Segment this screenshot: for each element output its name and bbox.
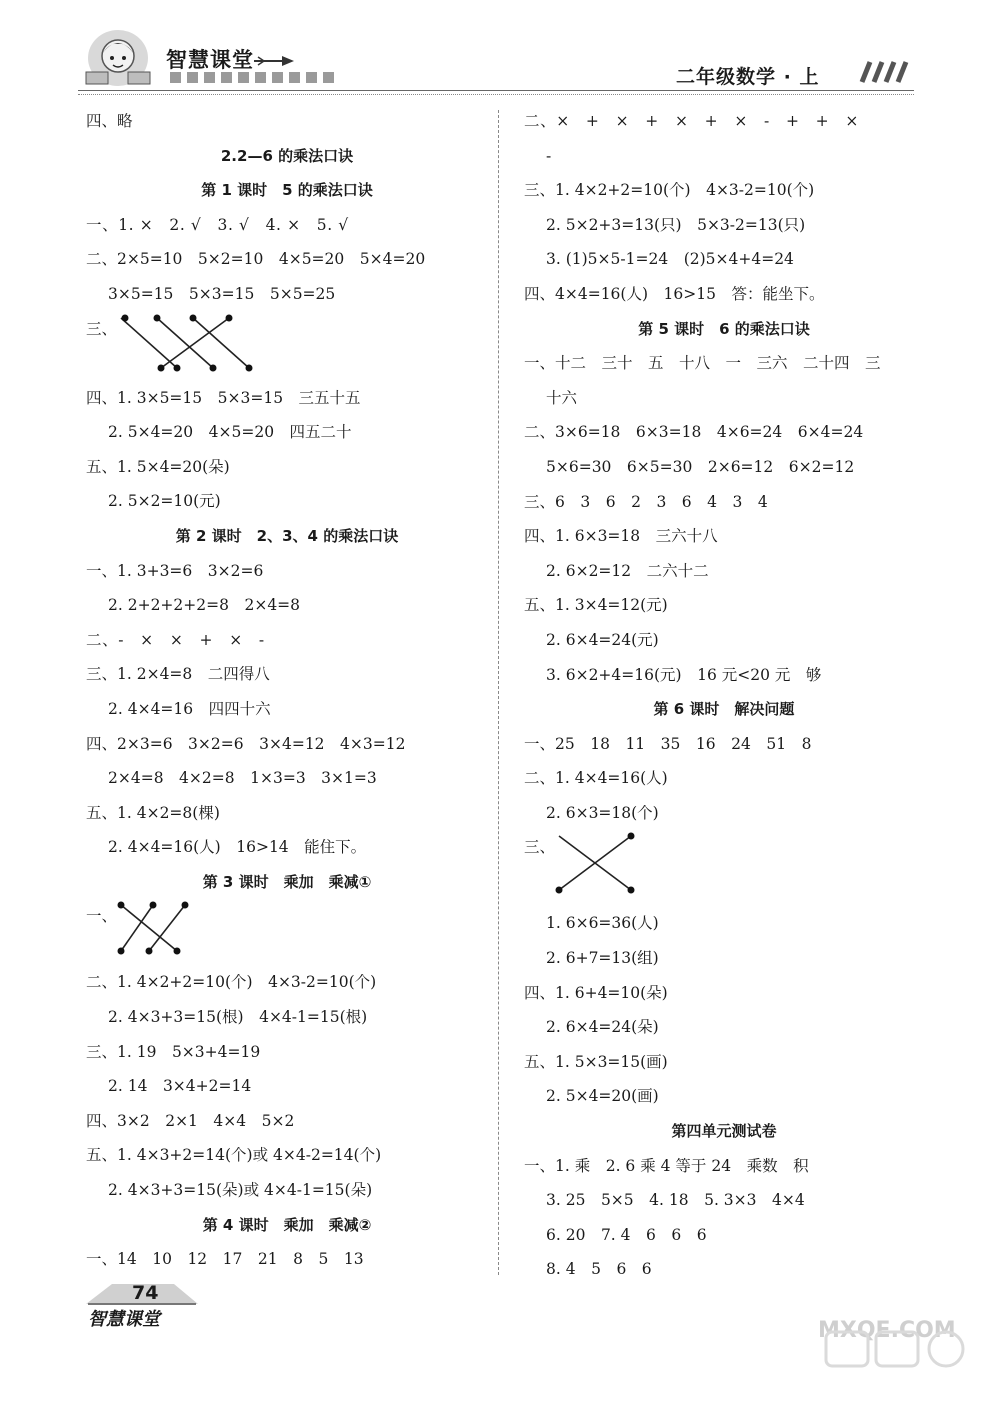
answer-line: 四、4×4=16(人) 16>15 答：能坐下。	[524, 284, 825, 303]
answer-line: 一、25 18 11 35 16 24 51 8	[524, 734, 812, 753]
matching-diagram	[86, 899, 488, 965]
answer-line: 一、1. 3+3=6 3×2=6	[86, 561, 264, 580]
answer-line: 二、1. 4×4=16(人)	[524, 769, 668, 788]
answer-line: 3. 25 5×5 4. 18 5. 3×3 4×4	[546, 1191, 805, 1210]
lesson-heading: 第 2 课时 2、3、4 的乘法口诀	[175, 526, 399, 545]
decorative-squares	[170, 72, 334, 83]
answer-line: 三、6 3 6 2 3 6 4 3 4	[524, 492, 768, 511]
footer-brand: 智慧课堂	[88, 1309, 160, 1330]
left-column	[86, 104, 488, 1277]
answer-line: 2. 6×2=12 二六十二	[546, 561, 709, 580]
answer-line: 四、略	[86, 112, 133, 130]
answer-line: 2. 6×4=24(元)	[546, 630, 659, 649]
lesson-heading: 第 3 课时 乘加 乘减①	[202, 872, 372, 891]
answer-line: 2. 5×2=10(元)	[108, 492, 221, 511]
answer-line: 一、1. 乘 2. 6 乘 4 等于 24 乘数 积	[524, 1156, 809, 1175]
decorative-slashes-icon	[852, 60, 912, 84]
brand-title: 智慧课堂	[166, 48, 254, 72]
answer-line: 5×6=30 6×5=30 2×6=12 6×2=12	[546, 457, 855, 476]
answer-label: 三、	[524, 838, 556, 857]
answer-line: 一、14 10 12 17 21 8 5 13	[86, 1250, 364, 1269]
answer-line: 二、1. 4×2+2=10(个) 4×3-2=10(个)	[86, 973, 377, 992]
answer-line: 2. 14 3×4+2=14	[108, 1077, 252, 1096]
answer-line: 2. 6×4=24(朵)	[546, 1018, 659, 1037]
header-rule-dotted	[78, 94, 914, 95]
arrow-icon	[252, 54, 296, 68]
header-rule	[78, 90, 914, 91]
answer-line: 十六	[546, 388, 578, 407]
watermark-answer-icon	[824, 1330, 974, 1370]
answer-line: 6. 20 7. 4 6 6 6	[546, 1225, 707, 1244]
answer-line: 一、1. × 2. √ 3. √ 4. × 5. √	[86, 215, 349, 234]
test-heading: 第四单元测试卷	[671, 1122, 777, 1141]
answer-line: 五、1. 4×2=8(棵)	[86, 803, 220, 822]
answer-line: 五、1. 4×3+2=14(个)或 4×4-2=14(个)	[86, 1146, 382, 1165]
matching-diagram	[86, 312, 488, 381]
answer-line: 3. 6×2+4=16(元) 16 元<20 元 够	[546, 665, 822, 684]
answer-line: 3×5=15 5×3=15 5×5=25	[108, 284, 336, 303]
answer-line: 2. 4×3+3=15(根) 4×4-1=15(根)	[108, 1008, 368, 1027]
answer-line: 2. 5×4=20 4×5=20 四五二十	[108, 423, 352, 442]
answer-line: 二、- × × + × -	[86, 630, 265, 649]
answer-line: 四、3×2 2×1 4×4 5×2	[86, 1111, 295, 1130]
answer-line: -	[546, 146, 552, 165]
answer-label: 一、	[86, 907, 118, 926]
column-divider	[498, 110, 499, 1275]
answer-line: 2. 4×4=16(人) 16>14 能住下。	[108, 838, 367, 857]
cartoon-girl-logo-icon	[78, 28, 158, 90]
section-heading: 2.2—6 的乘法口诀	[220, 146, 354, 165]
lesson-heading: 第 5 课时 6 的乘法口诀	[638, 319, 810, 338]
answer-line: 2. 2+2+2+2=8 2×4=8	[108, 596, 301, 615]
answer-line: 四、1. 3×5=15 5×3=15 三五十五	[86, 388, 361, 407]
crossing-lines-diagram	[555, 830, 655, 900]
answer-label: 三、	[86, 319, 118, 338]
answer-line: 2. 6+7=13(组)	[546, 949, 659, 968]
lesson-heading: 第 4 课时 乘加 乘减②	[202, 1215, 372, 1234]
answer-line: 3. (1)5×5-1=24 (2)5×4+4=24	[546, 250, 794, 269]
answer-line: 2. 5×2+3=13(只) 5×3-2=13(只)	[546, 215, 806, 234]
answer-line: 三、1. 2×4=8 二四得八	[86, 665, 270, 684]
right-column	[524, 104, 924, 1287]
answer-line: 一、十二 三十 五 十八 一 三六 二十四 三	[524, 354, 881, 373]
answer-line: 2. 5×4=20(画)	[546, 1087, 659, 1106]
watermark-text: MXQE.COM	[818, 1318, 956, 1343]
answer-line: 2. 6×3=18(个)	[546, 803, 659, 822]
page-number: 74	[132, 1282, 159, 1304]
answer-line: 2. 4×3+3=15(朵)或 4×4-1=15(朵)	[108, 1181, 373, 1200]
matching-lines-diagram	[117, 312, 257, 378]
answer-line: 1. 6×6=36(人)	[546, 914, 659, 933]
answer-line: 五、1. 3×4=12(元)	[524, 596, 668, 615]
answer-line: 二、× + × + × + × - + + ×	[524, 112, 859, 130]
answer-line: 四、2×3=6 3×2=6 3×4=12 4×3=12	[86, 734, 406, 753]
answer-line: 二、2×5=10 5×2=10 4×5=20 5×4=20	[86, 250, 426, 269]
answer-line: 2×4=8 4×2=8 1×3=3 3×1=3	[108, 769, 377, 788]
answer-line: 二、3×6=18 6×3=18 4×6=24 6×4=24	[524, 423, 864, 442]
matching-diagram	[524, 830, 924, 906]
answer-line: 四、1. 6+4=10(朵)	[524, 983, 668, 1002]
answer-line: 2. 4×4=16 四四十六	[108, 699, 271, 718]
answer-line: 四、1. 6×3=18 三六十八	[524, 527, 718, 546]
answer-line: 五、1. 5×3=15(画)	[524, 1052, 668, 1071]
answer-line: 8. 4 5 6 6	[546, 1260, 652, 1279]
answer-line: 三、1. 19 5×3+4=19	[86, 1042, 261, 1061]
answer-line: 五、1. 5×4=20(朵)	[86, 457, 230, 476]
subject-title: 二年级数学 · 上	[676, 66, 820, 88]
matching-lines-diagram	[117, 899, 217, 959]
answer-line: 三、1. 4×2+2=10(个) 4×3-2=10(个)	[524, 181, 815, 200]
lesson-heading: 第 1 课时 5 的乘法口诀	[201, 181, 373, 200]
lesson-heading: 第 6 课时 解决问题	[653, 700, 795, 719]
